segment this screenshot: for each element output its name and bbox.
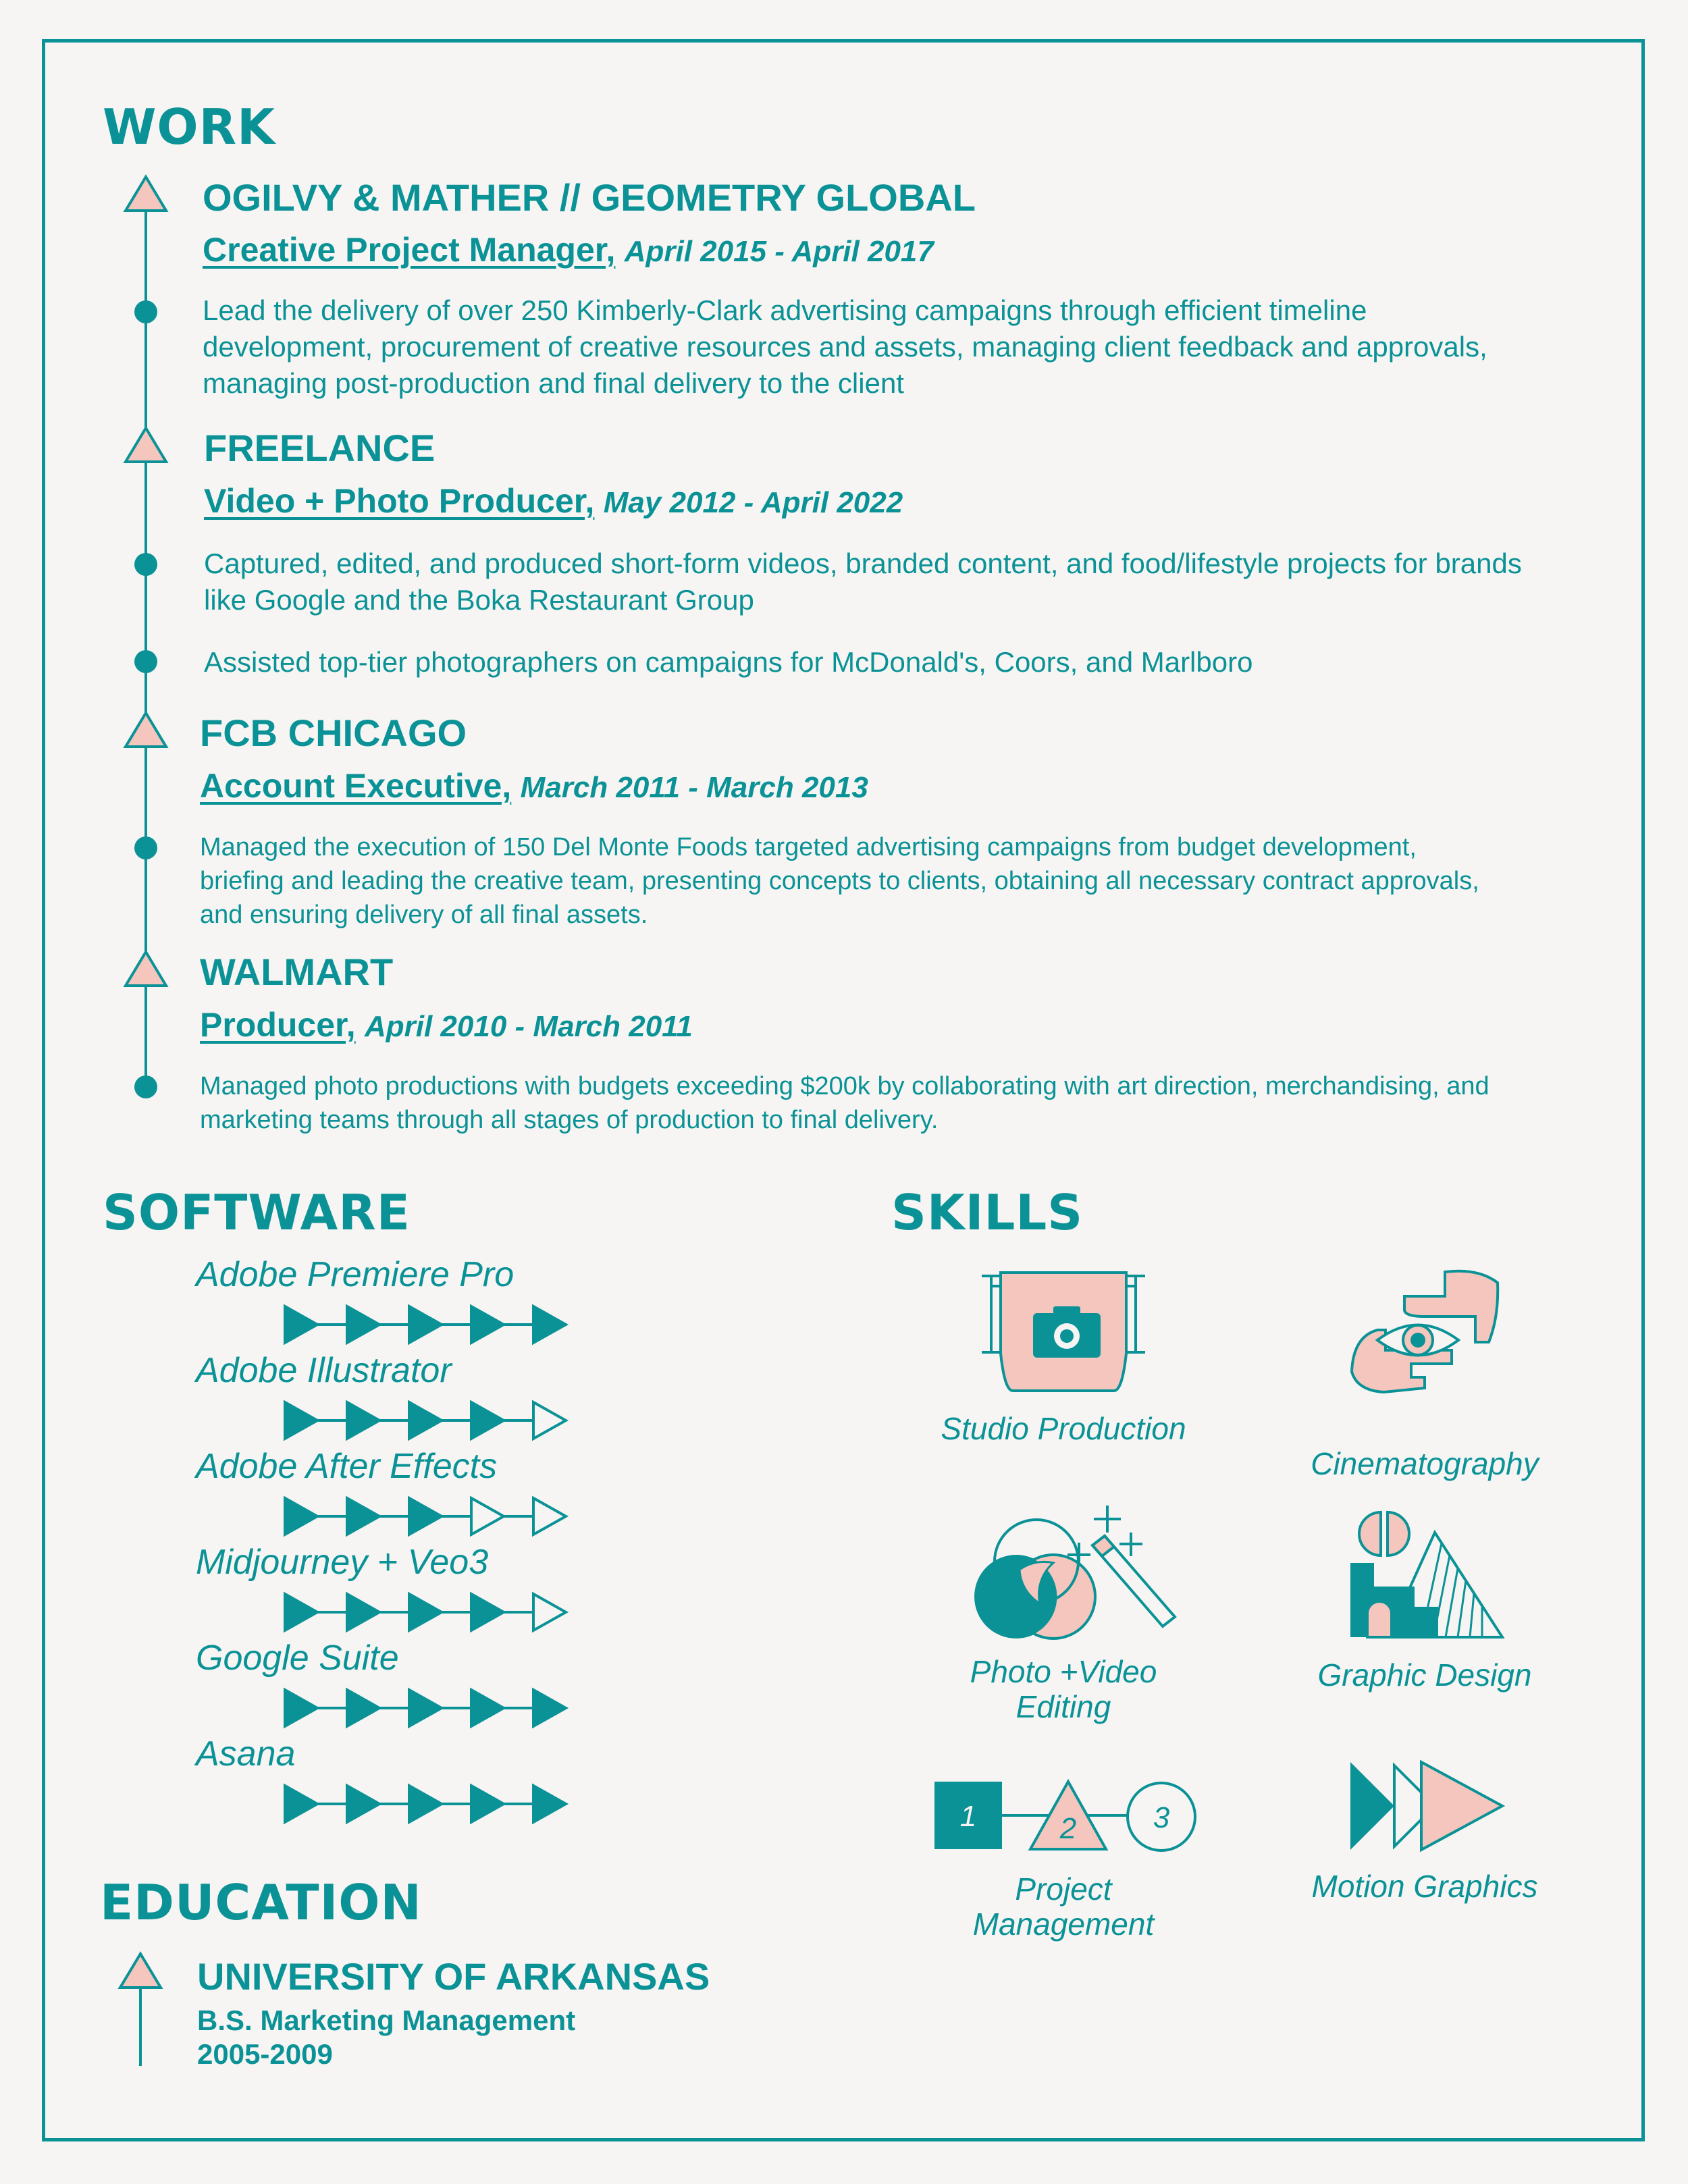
steps-1-2-3-icon [932, 1772, 1202, 1867]
job-role: Account Executive, [200, 767, 512, 805]
timeline-triangle-icon [120, 1954, 161, 1988]
rating-filled-arrow-icon [471, 1786, 504, 1822]
job-bullet: Assisted top-tier photographers on campaigns for McDonald's, Coors, and Marlboro [204, 646, 1253, 678]
skills-heading: SKILLS [891, 1184, 1084, 1241]
software-name: Adobe After Effects [196, 1447, 498, 1486]
skill-label: Motion Graphics [1311, 1869, 1538, 1904]
job-role: Producer, [200, 1006, 356, 1044]
skill-label: Project Management [972, 1871, 1155, 1942]
job-role: Video + Photo Producer, [204, 482, 595, 520]
work-timeline [108, 169, 189, 1114]
job-company: FREELANCE [204, 427, 436, 469]
rating-filled-arrow-icon [409, 1402, 442, 1439]
venn-magic-wand-icon [952, 1502, 1182, 1651]
rating-filled-arrow-icon [285, 1402, 317, 1439]
education-timeline [101, 1944, 182, 2073]
job-company: WALMART [200, 951, 394, 993]
job-bullet: Lead the delivery of over 250 Kimberly-Clark advertising campaigns through efficient timeline development, procurement of creative resources and assets, managing client feedback and approvals, managing post-production and final delivery to the client [203, 294, 1487, 399]
rating-filled-arrow-icon [409, 1594, 442, 1630]
timeline-triangle-icon [126, 713, 166, 747]
software-name: Adobe Premiere Pro [196, 1255, 515, 1294]
rating-filled-arrow-icon [285, 1786, 317, 1822]
software-rating [277, 1397, 574, 1444]
work-heading: WORK [103, 99, 275, 155]
rating-filled-arrow-icon [285, 1690, 317, 1726]
job-bullet: Captured, edited, and produced short-form videos, branded content, and food/lifestyle projects for brands like Google and the Boka Restaurant Group [204, 548, 1522, 616]
job-role-line [200, 1008, 693, 1042]
rating-filled-arrow-icon [409, 1786, 442, 1822]
software-name: Google Suite [196, 1639, 399, 1678]
education-heading: EDUCATION [100, 1874, 422, 1931]
software-rating [277, 1301, 574, 1348]
skill-label: Studio Production [941, 1411, 1186, 1446]
education-school: UNIVERSITY OF ARKANSAS [197, 1955, 710, 1998]
rating-filled-arrow-icon [347, 1690, 379, 1726]
rating-filled-arrow-icon [285, 1306, 317, 1343]
rating-filled-arrow-icon [347, 1786, 379, 1822]
timeline-dot [134, 553, 157, 576]
job-role-line [200, 769, 868, 803]
education-years: 2005-2009 [197, 2038, 333, 2070]
job-company: FCB CHICAGO [200, 712, 467, 754]
timeline-triangle-icon [126, 952, 166, 986]
software-name: Asana [196, 1734, 296, 1774]
rating-filled-arrow-icon [285, 1594, 317, 1630]
rating-filled-arrow-icon [533, 1786, 566, 1822]
education-degree: B.S. Marketing Management [197, 2004, 576, 2036]
rating-filled-arrow-icon [285, 1498, 317, 1535]
timeline-dot [134, 650, 157, 673]
step-2-label: 2 [1059, 1812, 1077, 1845]
framing-hands-eye-icon [1344, 1262, 1512, 1424]
rating-filled-arrow-icon [471, 1594, 504, 1630]
rating-empty-arrow-icon [533, 1594, 566, 1630]
timeline-triangle-icon [126, 177, 166, 211]
software-rating [277, 1493, 574, 1540]
rating-empty-arrow-icon [533, 1402, 566, 1439]
job-bullet: Managed the execution of 150 Del Monte Foods targeted advertising campaigns from budget development, briefing and leading the creative team, presenting concepts to clients, obtaining all necessary contract approvals, and ensuring delivery of all final assets. [200, 833, 1479, 929]
job-company: OGILVY & MATHER // GEOMETRY GLOBAL [203, 176, 976, 219]
skill-label: Cinematography [1311, 1446, 1539, 1481]
software-name: Midjourney + Veo3 [196, 1543, 489, 1582]
rating-filled-arrow-icon [347, 1594, 379, 1630]
timeline-triangle-icon [126, 428, 166, 462]
rating-filled-arrow-icon [347, 1498, 379, 1535]
step-3-label: 3 [1153, 1801, 1170, 1834]
job-role-line [204, 484, 903, 518]
step-1-label: 1 [959, 1800, 977, 1833]
software-rating [277, 1780, 574, 1828]
job-dates: May 2012 - April 2022 [603, 486, 903, 519]
rating-filled-arrow-icon [409, 1690, 442, 1726]
job-dates: April 2015 - April 2017 [624, 235, 934, 268]
timeline-dot [134, 300, 157, 323]
rating-filled-arrow-icon [533, 1690, 566, 1726]
rating-filled-arrow-icon [533, 1306, 566, 1343]
rating-filled-arrow-icon [409, 1498, 442, 1535]
job-dates: March 2011 - March 2013 [520, 771, 868, 804]
rating-filled-arrow-icon [409, 1306, 442, 1343]
software-rating [277, 1589, 574, 1636]
job-dates: April 2010 - March 2011 [364, 1010, 693, 1043]
rating-filled-arrow-icon [471, 1306, 504, 1343]
rating-empty-arrow-icon [471, 1498, 504, 1535]
timeline-dot [134, 836, 157, 859]
play-arrows-icon [1347, 1759, 1509, 1853]
software-heading: SOFTWARE [103, 1184, 411, 1241]
skill-label: Graphic Design [1317, 1657, 1532, 1693]
rating-empty-arrow-icon [533, 1498, 566, 1535]
rating-filled-arrow-icon [347, 1402, 379, 1439]
job-bullet: Managed photo productions with budgets exceeding $200k by collaborating with art direction, merchandising, and marketing teams through all stages of production to final delivery. [200, 1072, 1489, 1134]
software-name: Adobe Illustrator [196, 1351, 452, 1390]
rating-filled-arrow-icon [471, 1402, 504, 1439]
software-rating [277, 1684, 574, 1732]
rating-filled-arrow-icon [347, 1306, 379, 1343]
job-role: Creative Project Manager, [203, 231, 616, 269]
job-role-line [203, 233, 934, 267]
studio-camera-icon [979, 1266, 1148, 1401]
skill-label: Photo +Video Editing [970, 1654, 1157, 1724]
timeline-dot [134, 1075, 157, 1098]
shapes-icon [1347, 1506, 1509, 1641]
rating-filled-arrow-icon [471, 1690, 504, 1726]
